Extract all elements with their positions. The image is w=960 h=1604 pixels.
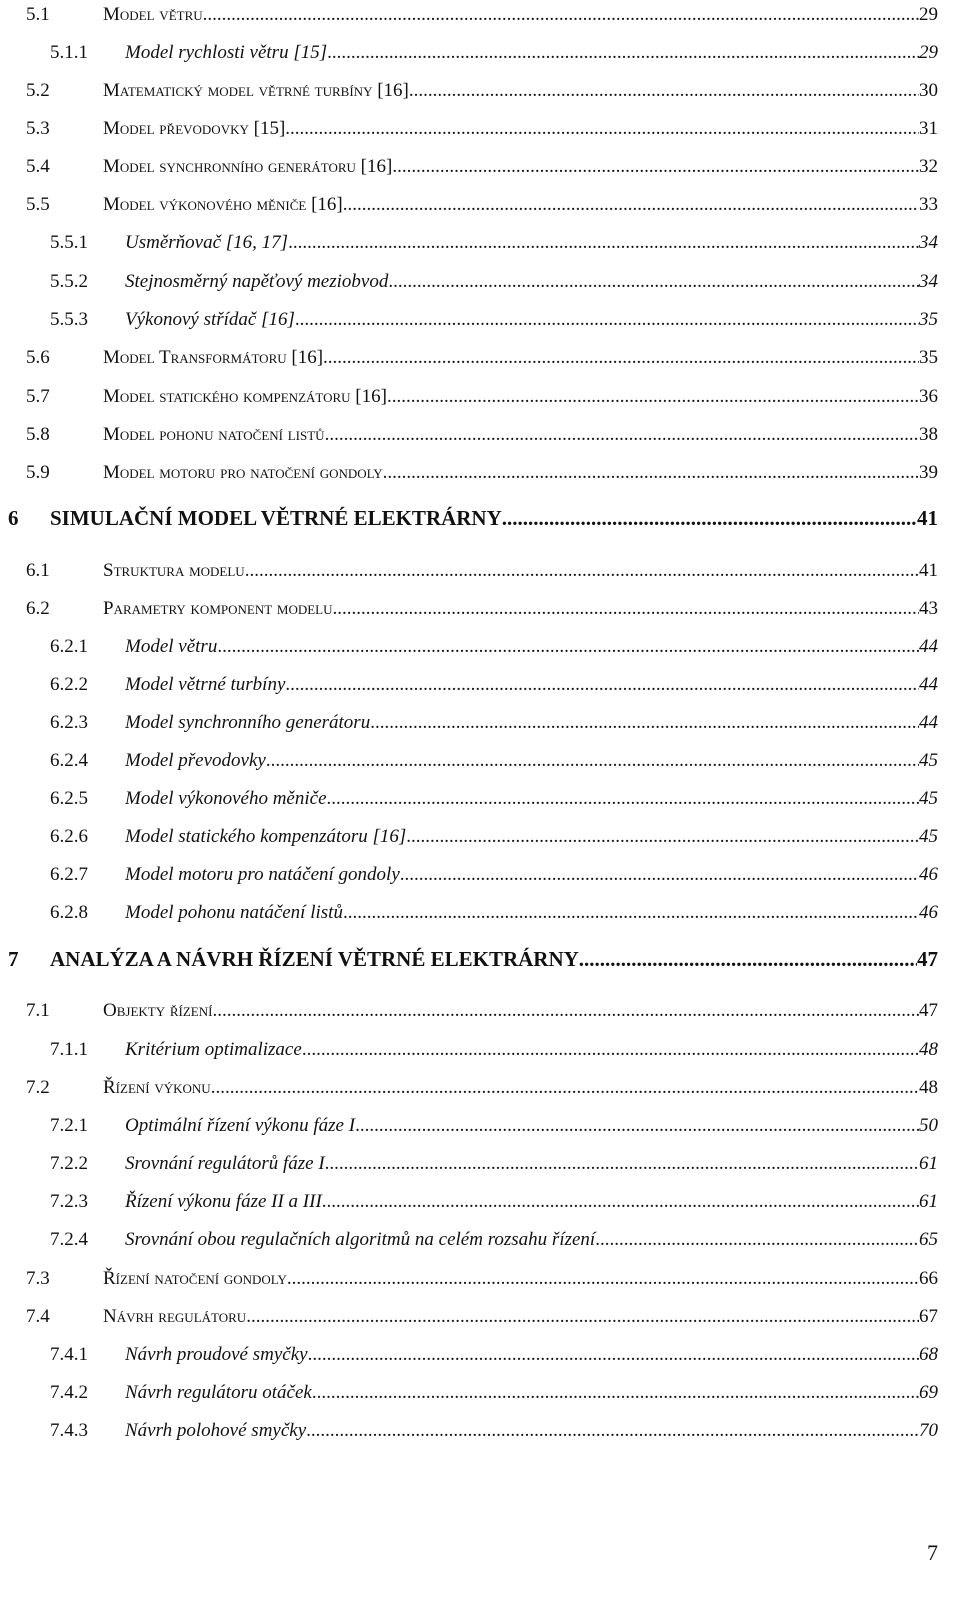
toc-entry[interactable]	[0, 0, 960, 30]
toc-entry-line	[125, 670, 938, 700]
dot-leader	[287, 1264, 919, 1294]
toc-entry[interactable]	[0, 305, 960, 335]
toc-entry-page: 44	[919, 636, 938, 657]
dot-leader	[246, 1302, 919, 1332]
toc-entry-line	[103, 76, 938, 106]
toc-entry-line	[125, 1340, 938, 1370]
toc-entry[interactable]	[0, 1302, 960, 1332]
toc-entry-page: 47	[917, 947, 938, 971]
dot-leader	[212, 996, 919, 1026]
toc-entry-number: 7.1.1	[50, 1039, 88, 1060]
toc-entry-page: 45	[919, 826, 938, 847]
toc-entry-page: 46	[919, 902, 938, 923]
toc-entry-number: 6.2.7	[50, 864, 88, 885]
toc-entry-page: 41	[917, 506, 938, 530]
dot-leader	[295, 305, 919, 335]
dot-leader	[392, 152, 919, 182]
toc-entry-title: Kritérium optimalizace	[125, 1039, 302, 1060]
toc-entry-number: 7.2.1	[50, 1115, 88, 1136]
toc-entry-page: 70	[919, 1420, 938, 1441]
toc-entry-line	[125, 1187, 938, 1217]
dot-leader	[502, 503, 917, 533]
dot-leader	[327, 784, 919, 814]
toc-entry-line	[103, 1302, 938, 1332]
dot-leader	[325, 420, 919, 450]
toc-entry-line	[125, 305, 938, 335]
toc-entry-title: Řízení natočení gondoly	[103, 1268, 287, 1289]
toc-entry-number: 6.2.6	[50, 826, 88, 847]
toc-entry[interactable]	[0, 898, 960, 928]
toc-entry-title: Objekty řízení	[103, 1000, 213, 1021]
dot-leader	[579, 944, 917, 974]
dot-leader	[388, 267, 919, 297]
toc-entry[interactable]	[0, 267, 960, 297]
toc-entry-page: 38	[919, 424, 938, 445]
toc-entry-title: SIMULAČNÍ MODEL VĚTRNÉ ELEKTRÁRNY	[50, 506, 502, 530]
toc-entry-number: 5.8	[26, 424, 50, 445]
toc-entry-title: Model statického kompenzátoru [16]	[125, 826, 407, 847]
dot-leader	[266, 746, 919, 776]
toc-entry-number: 5.4	[26, 156, 50, 177]
toc-entry-page: 33	[919, 194, 938, 215]
toc-entry-line	[125, 822, 938, 852]
toc-entry-title: Model větru	[125, 636, 218, 657]
toc-entry-page: 44	[919, 712, 938, 733]
toc-entry[interactable]	[0, 670, 960, 700]
toc-entry-line	[103, 594, 938, 624]
toc-entry[interactable]	[0, 1073, 960, 1103]
toc-entry-number: 7.4.3	[50, 1420, 88, 1441]
toc-entry-title: Model větru	[103, 4, 203, 25]
toc-entry[interactable]	[0, 1378, 960, 1408]
toc-entry[interactable]	[0, 420, 960, 450]
toc-entry-page: 61	[919, 1153, 938, 1174]
toc-entry-line	[125, 746, 938, 776]
toc-entry-title: Návrh proudové smyčky	[125, 1344, 308, 1365]
toc-entry-line	[103, 0, 938, 30]
toc-entry-number: 5.1.1	[50, 42, 88, 63]
toc-entry-number: 6.2.3	[50, 712, 88, 733]
dot-leader	[322, 1187, 919, 1217]
dot-leader	[387, 382, 919, 412]
toc-entry-number: 7.4.2	[50, 1382, 88, 1403]
toc-entry-title: Parametry komponent modelu	[103, 598, 333, 619]
toc-entry[interactable]	[0, 632, 960, 662]
toc-entry[interactable]	[0, 1111, 960, 1141]
toc-entry-title: Model Transformátoru [16]	[103, 347, 324, 368]
toc-entry-title: Návrh polohové smyčky	[125, 1420, 307, 1441]
toc-entry-number: 5.6	[26, 347, 50, 368]
toc-entry[interactable]	[0, 708, 960, 738]
toc-entry-line	[125, 228, 938, 258]
toc-entry-page: 29	[919, 4, 938, 25]
toc-entry[interactable]	[0, 1416, 960, 1446]
toc-entry[interactable]	[0, 1035, 960, 1065]
toc-entry-number: 6.2.5	[50, 788, 88, 809]
toc-entry-line	[125, 898, 938, 928]
toc-entry[interactable]	[0, 458, 960, 488]
toc-entry-number: 5.5.2	[50, 271, 88, 292]
toc-entry-title: Stejnosměrný napěťový meziobvod	[125, 271, 389, 292]
toc-entry-line	[125, 632, 938, 662]
toc-entry-number: 5.1	[26, 4, 50, 25]
toc-entry-number: 5.7	[26, 386, 50, 407]
dot-leader	[217, 632, 919, 662]
toc-entry-page: 44	[919, 674, 938, 695]
toc-entry-line	[103, 1073, 938, 1103]
toc-entry-title: Model statického kompenzátoru [16]	[103, 386, 387, 407]
toc-entry[interactable]	[0, 996, 960, 1026]
toc-entry-page: 39	[919, 462, 938, 483]
toc-entry-line	[125, 860, 938, 890]
toc-entry-line	[103, 343, 938, 373]
toc-entry[interactable]	[0, 76, 960, 106]
toc-entry-title: Srovnání obou regulačních algoritmů na celém rozsahu řízení	[125, 1229, 596, 1250]
toc-entry-page: 66	[919, 1268, 938, 1289]
toc-entry-page: 50	[919, 1115, 938, 1136]
toc-entry-title: Struktura modelu	[103, 560, 245, 581]
dot-leader	[327, 38, 919, 68]
toc-entry-line	[125, 708, 938, 738]
toc-entry-title: Model výkonového měniče	[125, 788, 327, 809]
toc-entry-line	[125, 1225, 938, 1255]
toc-entry-line	[103, 556, 938, 586]
toc-entry-page: 67	[919, 1306, 938, 1327]
toc-entry-number: 5.5	[26, 194, 50, 215]
dot-leader	[302, 1035, 919, 1065]
dot-leader	[325, 1149, 919, 1179]
toc-entry-number: 6.2.4	[50, 750, 88, 771]
toc-entry-number: 7.2.2	[50, 1153, 88, 1174]
toc-entry-line	[125, 1149, 938, 1179]
toc-entry[interactable]	[0, 556, 960, 586]
dot-leader	[323, 343, 919, 373]
dot-leader	[288, 228, 919, 258]
toc-entry-line	[125, 1111, 938, 1141]
toc-entry-title: Usměrňovač [16, 17]	[125, 232, 289, 253]
toc-entry[interactable]	[0, 382, 960, 412]
toc-entry-number: 7.2.4	[50, 1229, 88, 1250]
dot-leader	[285, 670, 919, 700]
dot-leader	[308, 1340, 919, 1370]
toc-entry[interactable]	[0, 114, 960, 144]
toc-entry-number: 6.1	[26, 560, 50, 581]
toc-entry[interactable]	[0, 1225, 960, 1255]
toc-entry-page: 46	[919, 864, 938, 885]
toc-entry-title: Model větrné turbíny	[125, 674, 286, 695]
toc-entry-page: 43	[919, 598, 938, 619]
toc-entry-number: 5.9	[26, 462, 50, 483]
toc-entry-page: 41	[919, 560, 938, 581]
toc-entry-page: 34	[919, 232, 938, 253]
toc-entry-page: 65	[919, 1229, 938, 1250]
toc-entry-title: Model převodovky	[125, 750, 266, 771]
toc-entry[interactable]	[0, 860, 960, 890]
toc-entry-line	[103, 458, 938, 488]
toc-entry[interactable]	[0, 190, 960, 220]
toc-entry[interactable]	[0, 594, 960, 624]
toc-entry-title: Optimální řízení výkonu fáze I	[125, 1115, 356, 1136]
toc-entry-title: Matematický model větrné turbíny [16]	[103, 80, 409, 101]
toc-entry-page: 68	[919, 1344, 938, 1365]
toc-entry-page: 35	[919, 309, 938, 330]
toc-entry-line	[125, 1416, 938, 1446]
dot-leader	[306, 1416, 919, 1446]
toc-entry-page: 30	[919, 80, 938, 101]
toc-entry-title: Výkonový střídač [16]	[125, 309, 295, 330]
toc-entry-number: 6.2.1	[50, 636, 88, 657]
dot-leader	[203, 0, 919, 30]
page-number: 7	[927, 1540, 938, 1565]
toc-entry-title: Model synchronního generátoru	[125, 712, 371, 733]
toc-entry[interactable]	[0, 944, 960, 974]
toc-entry-number: 6.2.2	[50, 674, 88, 695]
toc-entry[interactable]	[0, 343, 960, 373]
toc-entry-line	[50, 503, 938, 533]
dot-leader	[312, 1378, 919, 1408]
toc-entry-page: 36	[919, 386, 938, 407]
toc-entry-title: Model pohonu natáčení listů	[125, 902, 343, 923]
dot-leader	[245, 556, 919, 586]
toc-entry-number: 7.2.3	[50, 1191, 88, 1212]
dot-leader	[343, 898, 919, 928]
dot-leader	[343, 190, 919, 220]
dot-leader	[400, 860, 919, 890]
toc-entry-page: 61	[919, 1191, 938, 1212]
toc-entry-line	[103, 996, 938, 1026]
toc-entry-title: Model motoru pro natočení gondoly	[103, 462, 383, 483]
toc-entry-page: 45	[919, 788, 938, 809]
toc-entry[interactable]	[0, 1149, 960, 1179]
toc-entry-line	[50, 944, 938, 974]
dot-leader	[370, 708, 919, 738]
toc-entry-line	[125, 784, 938, 814]
toc-entry[interactable]	[0, 746, 960, 776]
toc-entry-page: 47	[919, 1000, 938, 1021]
toc-entry-page: 34	[919, 271, 938, 292]
toc-entry-number: 6.2.8	[50, 902, 88, 923]
toc-entry-line	[103, 382, 938, 412]
toc-entry-line	[103, 420, 938, 450]
toc-entry-page: 48	[919, 1039, 938, 1060]
dot-leader	[595, 1225, 919, 1255]
toc-entry-line	[125, 38, 938, 68]
toc-entry-title: Návrh regulátoru otáček	[125, 1382, 312, 1403]
toc-entry-line	[103, 152, 938, 182]
toc-entry[interactable]	[0, 1264, 960, 1294]
toc-entry-title: Návrh regulátoru	[103, 1306, 247, 1327]
dot-leader	[211, 1073, 919, 1103]
toc-entry-line	[125, 1378, 938, 1408]
toc-entry-title: Model převodovky [15]	[103, 118, 286, 139]
toc-entry-title: Model motoru pro natáčení gondoly	[125, 864, 400, 885]
toc-entry-number: 7	[8, 947, 19, 971]
toc-entry-page: 31	[919, 118, 938, 139]
toc-entry-page: 35	[919, 347, 938, 368]
toc-entry-number: 7.2	[26, 1077, 50, 1098]
toc-entry[interactable]	[0, 503, 960, 533]
toc-entry-number: 6.2	[26, 598, 50, 619]
toc-entry-page: 48	[919, 1077, 938, 1098]
toc-entry[interactable]	[0, 152, 960, 182]
toc-entry-line	[103, 190, 938, 220]
toc-entry-title: ANALÝZA A NÁVRH ŘÍZENÍ VĚTRNÉ ELEKTRÁRNY	[50, 947, 579, 971]
toc-entry-number: 7.1	[26, 1000, 50, 1021]
toc-entry[interactable]	[0, 822, 960, 852]
toc-entry-title: Model synchronního generátoru [16]	[103, 156, 393, 177]
toc-entry[interactable]	[0, 228, 960, 258]
dot-leader	[355, 1111, 919, 1141]
toc-entry-title: Model rychlosti větru [15]	[125, 42, 328, 63]
dot-leader	[383, 458, 919, 488]
toc-entry-line	[125, 267, 938, 297]
toc-entry-title: Řízení výkonu fáze II a III	[125, 1191, 322, 1212]
toc-entry[interactable]	[0, 1187, 960, 1217]
toc-entry-number: 7.4.1	[50, 1344, 88, 1365]
toc-entry-page: 32	[919, 156, 938, 177]
toc-entry-number: 7.3	[26, 1268, 50, 1289]
toc-entry[interactable]	[0, 784, 960, 814]
toc-entry-line	[125, 1035, 938, 1065]
toc-entry-title: Model pohonu natočení listů	[103, 424, 325, 445]
toc-entry-number: 5.2	[26, 80, 50, 101]
toc-entry-title: Srovnání regulátorů fáze I	[125, 1153, 325, 1174]
toc-entry-page: 45	[919, 750, 938, 771]
toc-entry-number: 5.5.3	[50, 309, 88, 330]
toc-entry[interactable]	[0, 38, 960, 68]
dot-leader	[409, 76, 919, 106]
toc-entry-number: 6	[8, 506, 19, 530]
toc-entry-line	[103, 114, 938, 144]
toc-entry-page: 69	[919, 1382, 938, 1403]
dot-leader	[333, 594, 919, 624]
toc-entry-line	[103, 1264, 938, 1294]
toc-entry-number: 5.5.1	[50, 232, 88, 253]
toc-entry-number: 7.4	[26, 1306, 50, 1327]
dot-leader	[285, 114, 919, 144]
toc-entry-page: 29	[919, 42, 938, 63]
toc-entry-title: Model výkonového měniče [16]	[103, 194, 343, 215]
toc-entry[interactable]	[0, 1340, 960, 1370]
dot-leader	[406, 822, 919, 852]
toc-entry-title: Řízení výkonu	[103, 1077, 211, 1098]
toc-entry-number: 5.3	[26, 118, 50, 139]
